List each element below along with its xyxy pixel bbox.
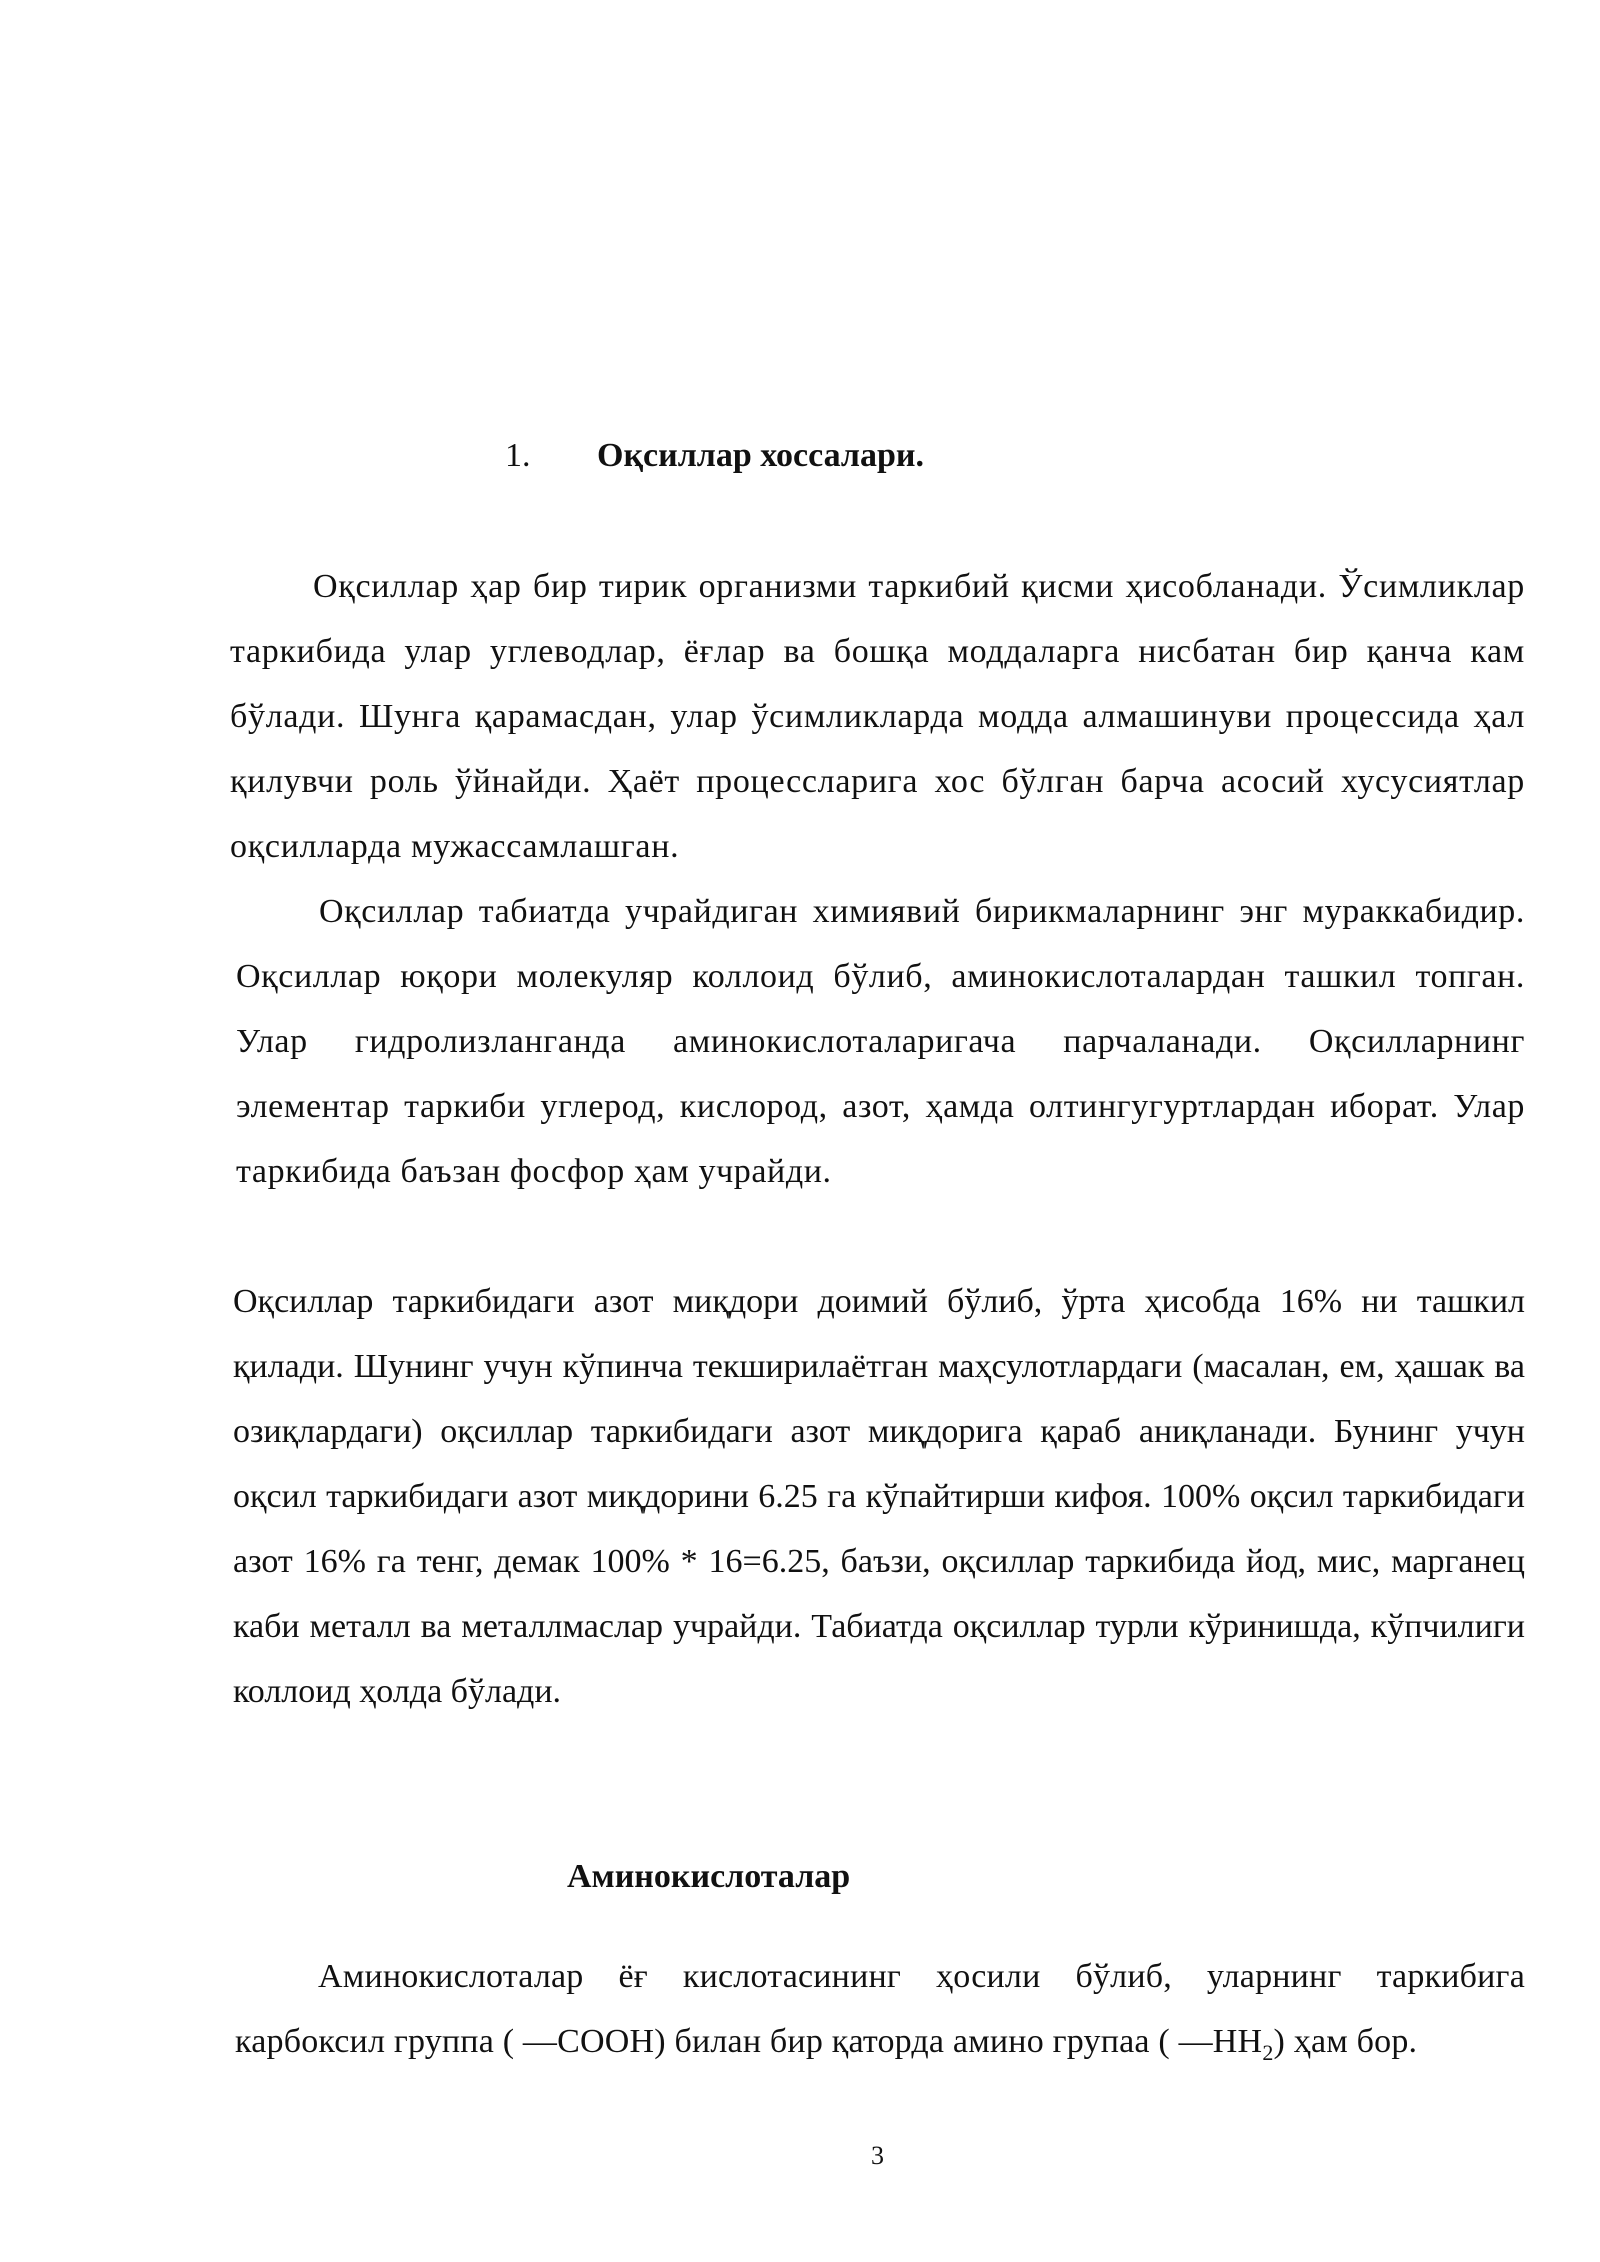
paragraph-proteins-composition (236, 879, 1525, 1204)
section-heading (505, 432, 924, 480)
amino-text-after: ) ҳам бор. (1273, 2023, 1418, 2060)
paragraph-text: Оқсиллар ҳар бир тирик организми таркибий қисми ҳисобланади. Ўсимликлар таркибида улар углеводлар, ёғлар ва бошқа моддаларга нисбатан бир қанча кам бўлади. Шунга қарамасдан, улар ўсимликларда модда алмашинуви процессида ҳал қилувчи роль ўйнайди. Ҳаёт процессларига хос бўлган барча асосий хусусиятлар оқсилларда мужассамлашган. (230, 568, 1525, 865)
amino-subscript: 2 (1262, 2039, 1274, 2065)
subsection-title: Аминокислоталар (567, 1858, 851, 1895)
section-number: 1. (505, 437, 531, 474)
paragraph-nitrogen-content (233, 1269, 1525, 1724)
paragraph-amino-acids (235, 1944, 1525, 2085)
amino-text-before: Аминокислоталар ёғ кислотасининг ҳосили бўлиб, уларнинг таркибига карбоксил группа ( —СООН) билан бир қаторда амино групаа ( —НН (235, 1958, 1525, 2060)
page-number: 3 (871, 2141, 884, 2170)
section-title: Оқсиллар хоссалари. (597, 437, 924, 474)
paragraph-text: Оқсиллар табиатда учрайдиган химиявий бирикмаларнинг энг мураккабидир. Оқсиллар юқори молекуляр коллоид бўлиб, аминокислоталардан ташкил топган. Улар гидролизланганда аминокислоталаригача парчаланади. Оқсилларнинг элементар таркиби углерод, кислород, азот, ҳамда олтингугуртлардан иборат. Улар таркибида баъзан фосфор ҳам учрайди. (236, 893, 1525, 1190)
paragraph-proteins-intro (230, 554, 1525, 879)
paragraph-text (235, 1944, 1525, 2085)
paragraph-text: Оқсиллар таркибидаги азот миқдори доимий бўлиб, ўрта ҳисобда 16% ни ташкил қилади. Шунинг учун кўпинча текширилаётган маҳсулотлардаги (масалан, ем, ҳашак ва озиқлардаги) оқсиллар таркибидаги азот миқдорига қараб аниқланади. Бунинг учун оқсил таркибидаги азот миқдорини 6.25 га кўпайтирши кифоя. 100% оқсил таркибидаги азот 16% га тенг, демак 100% * 16=6.25, баъзи, оқсиллар таркибида йод, мис, марганец каби металл ва металлмаслар учрайди. Табиатда оқсиллар турли кўринишда, кўпчилиги коллоид ҳолда бўлади. (233, 1283, 1525, 1710)
